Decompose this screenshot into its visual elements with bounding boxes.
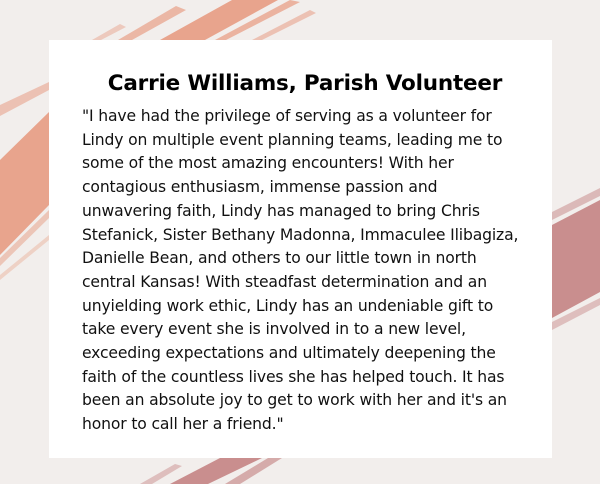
brush-stroke-left (0, 82, 49, 280)
testimonial-heading: Carrie Williams, Parish Volunteer (107, 71, 503, 96)
brush-stroke-right (552, 188, 600, 330)
testimonial-card (49, 40, 552, 458)
brush-stroke-top-right (92, 0, 316, 40)
testimonial-quote: "I have had the privilege of serving as a volunteer for Lindy on multiple event planning teams, leading me to some of the most amazing encounters! With her contagious enthusiasm, immense passion and unwavering faith, Lindy has managed to bring Chris Stefanick, Sister Bethany Madonna, Immaculee Ilibagiza, Danielle Bean, and others to our little town in north central Kansas! With steadfast determination and an unyielding work ethic, Lindy has an undeniable gift to take every event she is involved in to a new level, exceeding expectations and ultimately deepening the faith of the countless lives she has helped touch. It has been an absolute joy to get to work with her and it's an honor to call her a friend." (82, 107, 519, 434)
brush-stroke-bottom (140, 458, 282, 484)
